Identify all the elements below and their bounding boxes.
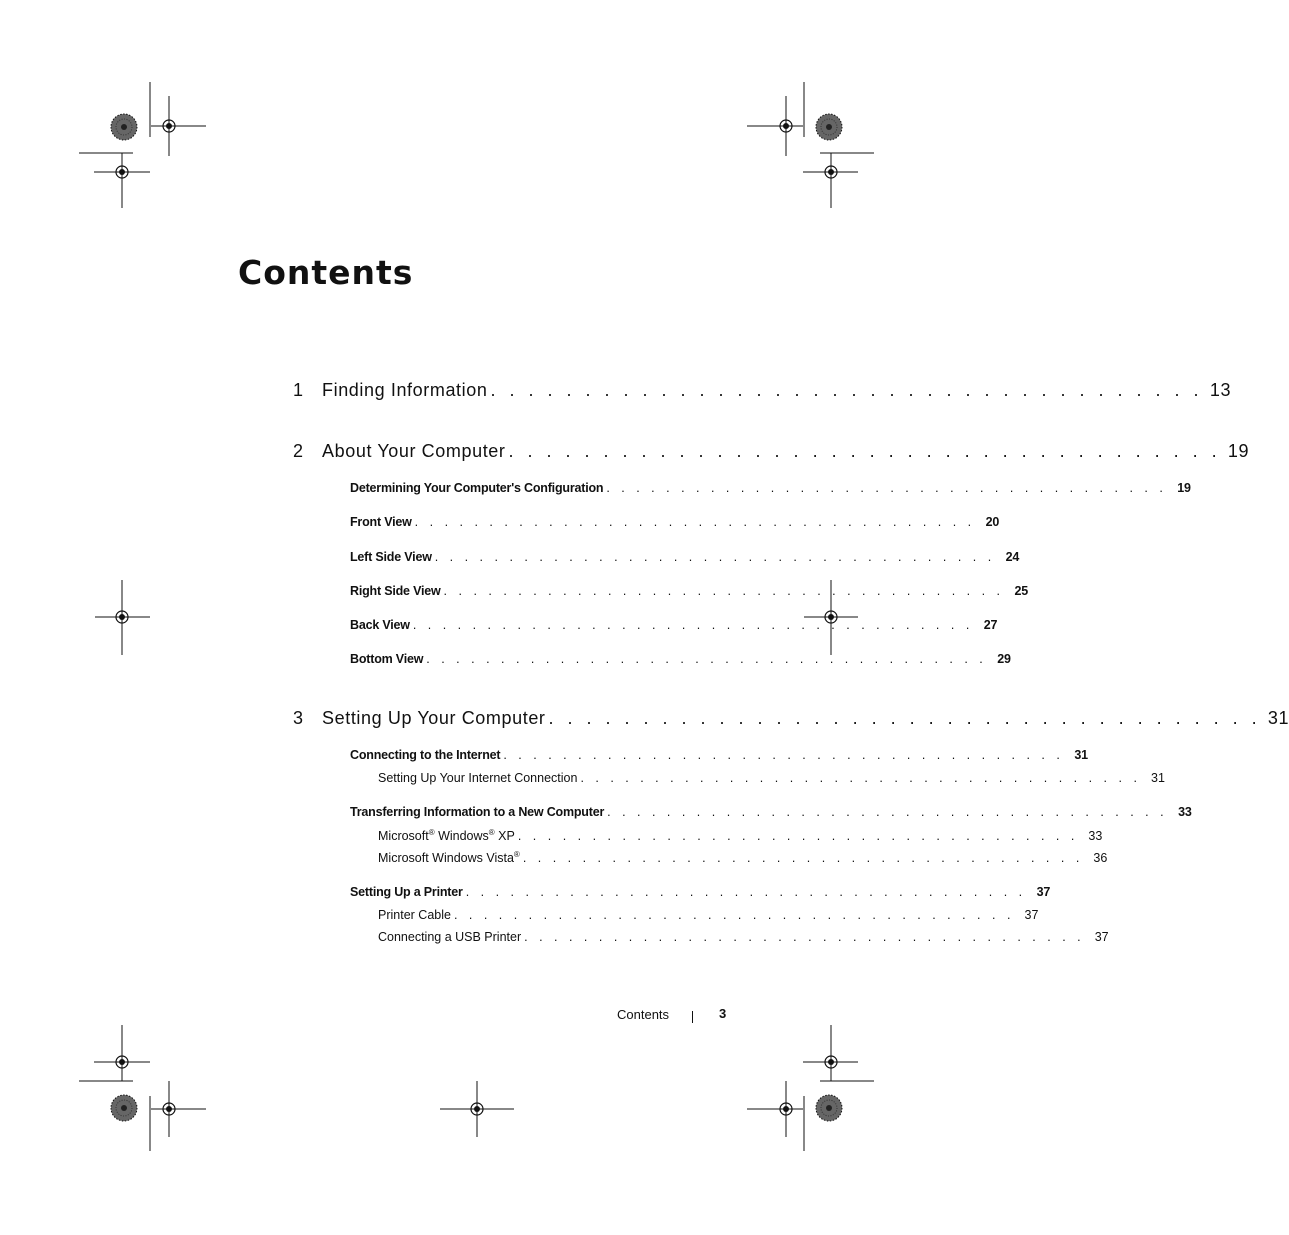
dot-leader: . . . . . . . . . . . . . . . . . . . . . . . . . . . . . . . . . . . . . . (517, 829, 1079, 843)
chapter-number: 1 (293, 380, 304, 400)
subsection-page: 31 (1151, 771, 1165, 785)
subsection-page: 33 (1088, 829, 1103, 843)
dot-leader: . . . . . . . . . . . . . . . . . . . . . . . . . . . . . . . . . . . . . . (522, 851, 1084, 865)
toc-subsection[interactable] (378, 828, 1103, 843)
dot-leader: . . . . . . . . . . . . . . . . . . . . . . . . . . . . . . . . . . . . . . (490, 380, 1204, 400)
chapter-number: 2 (293, 441, 304, 461)
toc-section[interactable] (350, 805, 1192, 819)
chapter-title: Finding Information (322, 380, 488, 400)
section-page: 25 (1014, 584, 1029, 598)
chapter-title: About Your Computer (322, 441, 506, 461)
dot-leader: . . . . . . . . . . . . . . . . . . . . . . . . . . . . . . . . . . . . . . (443, 584, 1005, 598)
toc-section[interactable] (350, 481, 1191, 495)
subsection-title: Connecting a USB Printer (378, 930, 522, 944)
dot-leader: . . . . . . . . . . . . . . . . . . . . . . . . . . . . . . . . . . . . . . (426, 652, 987, 666)
burst-mark-icon (111, 1095, 137, 1121)
dot-leader: . . . . . . . . . . . . . . . . . . . . . . . . . . . . . . . . . . . . . . (548, 708, 1262, 728)
dot-leader: . . . . . . . . . . . . . . . . . . . . . . . . . . . . . . . . . . . . . . (607, 805, 1168, 819)
footer-divider (692, 1011, 693, 1023)
toc-subsection[interactable] (378, 930, 1109, 944)
toc-section[interactable] (350, 885, 1051, 899)
section-title: Front View (350, 515, 412, 529)
toc-section[interactable] (350, 515, 1000, 529)
dot-leader: . . . . . . . . . . . . . . . . . . . . . . . . . . . . . . . . . . . . . . (606, 481, 1167, 495)
toc-subsection[interactable] (378, 771, 1165, 785)
chapter-title: Setting Up Your Computer (322, 708, 546, 728)
subsection-title: Microsoft® Windows® XP (378, 828, 515, 843)
dot-leader: . . . . . . . . . . . . . . . . . . . . . . . . . . . . . . . . . . . . . . (465, 885, 1027, 899)
toc-chapter-1[interactable] (293, 380, 1232, 401)
section-page: 27 (983, 618, 998, 632)
subsection-page: 36 (1093, 851, 1108, 865)
dot-leader: . . . . . . . . . . . . . . . . . . . . . . . . . . . . . . . . . . . . . . (524, 930, 1085, 944)
section-page: 33 (1178, 805, 1192, 819)
section-page: 24 (1005, 550, 1020, 564)
toc-section[interactable] (350, 652, 1011, 666)
toc-section[interactable] (350, 584, 1029, 598)
toc-section[interactable] (350, 550, 1020, 564)
chapter-number: 3 (293, 708, 304, 728)
section-page: 20 (985, 515, 1000, 529)
section-page: 37 (1036, 885, 1051, 899)
footer-page-number: 3 (719, 1006, 727, 1021)
subsection-title: Printer Cable (378, 908, 451, 922)
section-page: 31 (1074, 748, 1088, 762)
chapter-page: 31 (1267, 708, 1289, 728)
toc-section[interactable] (350, 618, 998, 632)
dot-leader: . . . . . . . . . . . . . . . . . . . . . . . . . . . . . . . . . . . . . . (453, 908, 1015, 922)
section-page: 19 (1177, 481, 1191, 495)
page-title: Contents (238, 253, 414, 292)
subsection-page: 37 (1024, 908, 1039, 922)
dot-leader: . . . . . . . . . . . . . . . . . . . . . . . . . . . . . . . . . . . . . . (580, 771, 1141, 785)
toc-subsection[interactable] (378, 850, 1108, 865)
section-title: Connecting to the Internet (350, 748, 501, 762)
chapter-page: 19 (1227, 441, 1250, 461)
toc-chapter-3[interactable] (293, 708, 1289, 729)
toc-subsection[interactable] (378, 908, 1039, 922)
section-title: Transferring Information to a New Computer (350, 805, 605, 819)
section-page: 29 (997, 652, 1011, 666)
burst-mark-icon (816, 114, 842, 140)
dot-leader: . . . . . . . . . . . . . . . . . . . . . . . . . . . . . . . . . . . . . . (414, 515, 976, 529)
crosshair-icon (109, 604, 135, 630)
burst-mark-icon (816, 1095, 842, 1121)
subsection-title: Microsoft Windows Vista® (378, 850, 520, 865)
section-title: Right Side View (350, 584, 441, 598)
subsection-page: 37 (1094, 930, 1109, 944)
chapter-page: 13 (1209, 380, 1232, 400)
footer-label: Contents (617, 1007, 670, 1022)
dot-leader: . . . . . . . . . . . . . . . . . . . . . . . . . . . . . . . . . . . . . . (508, 441, 1222, 461)
section-title: Bottom View (350, 652, 424, 666)
section-title: Determining Your Computer's Configuration (350, 481, 604, 495)
dot-leader: . . . . . . . . . . . . . . . . . . . . . . . . . . . . . . . . . . . . . . (434, 550, 996, 564)
dot-leader: . . . . . . . . . . . . . . . . . . . . . . . . . . . . . . . . . . . . . . (503, 748, 1064, 762)
toc-section[interactable] (350, 748, 1088, 762)
subsection-title: Setting Up Your Internet Connection (378, 771, 578, 785)
section-title: Back View (350, 618, 410, 632)
toc-chapter-2[interactable] (293, 441, 1250, 462)
burst-mark-icon (111, 114, 137, 140)
dot-leader: . . . . . . . . . . . . . . . . . . . . . . . . . . . . . . . . . . . . . . (412, 618, 974, 632)
section-title: Left Side View (350, 550, 432, 564)
section-title: Setting Up a Printer (350, 885, 463, 899)
